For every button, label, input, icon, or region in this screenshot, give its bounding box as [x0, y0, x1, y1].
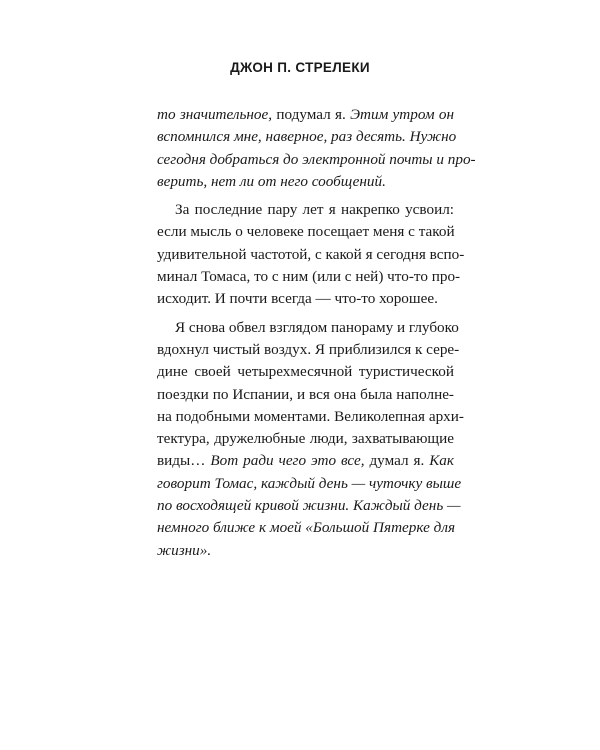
text-line: удивительной частотой, с какой я сегодня вспо-: [157, 245, 465, 263]
paragraph: [157, 104, 476, 193]
text-line: За последние пару лет я накрепко усвоил:: [175, 201, 454, 219]
text-line: вдохнул чистый воздух. Я приблизился к сере-: [157, 340, 460, 358]
italic-span: Этим утром он: [350, 106, 454, 123]
text-line: говорит Томас, каждый день — чуточку выше: [157, 474, 462, 492]
text-span: подумал я.: [272, 106, 351, 123]
running-header: ДЖОН П. СТРЕЛЕКИ: [230, 60, 370, 75]
text-line: жизни».: [157, 541, 212, 559]
text-line: дине своей четырехмесячной туристической: [157, 363, 454, 381]
text-span: думал я.: [364, 452, 430, 470]
text-span: виды…: [157, 452, 211, 470]
book-text-body: [157, 104, 476, 562]
text-line: тектура, дружелюбные люди, захватывающие: [157, 430, 454, 448]
text-line: по восходящей кривой жизни. Каждый день —: [157, 497, 461, 515]
text-line: [157, 104, 454, 126]
text-line: Я снова обвел взглядом панораму и глубоко: [175, 318, 459, 336]
text-line: верить, нет ли от него сообщений.: [157, 172, 386, 190]
italic-span: Вот ради чего это все,: [210, 452, 365, 470]
italic-span: Как: [429, 452, 454, 470]
paragraph: [157, 199, 465, 310]
text-line: немного ближе к моей «Большой Пятерке для: [157, 519, 456, 537]
text-line: если мысль о человеке посещает меня с такой: [157, 223, 455, 241]
italic-span: то значительное,: [157, 106, 273, 123]
text-line: вспомнился мне, наверное, раз десять. Нужно: [157, 128, 457, 146]
text-line: поездки по Испании, и вся она была наполне-: [157, 385, 454, 403]
paragraph: [157, 317, 464, 562]
text-line: [157, 450, 454, 472]
text-line: на подобными моментами. Великолепная архи-: [157, 407, 464, 425]
text-line: минал Томаса, то с ним (или с ней) что-то про-: [157, 268, 461, 286]
text-line: сегодня добраться до электронной почты и про-: [157, 150, 476, 168]
text-line: исходит. И почти всегда — что-то хорошее.: [157, 290, 438, 308]
